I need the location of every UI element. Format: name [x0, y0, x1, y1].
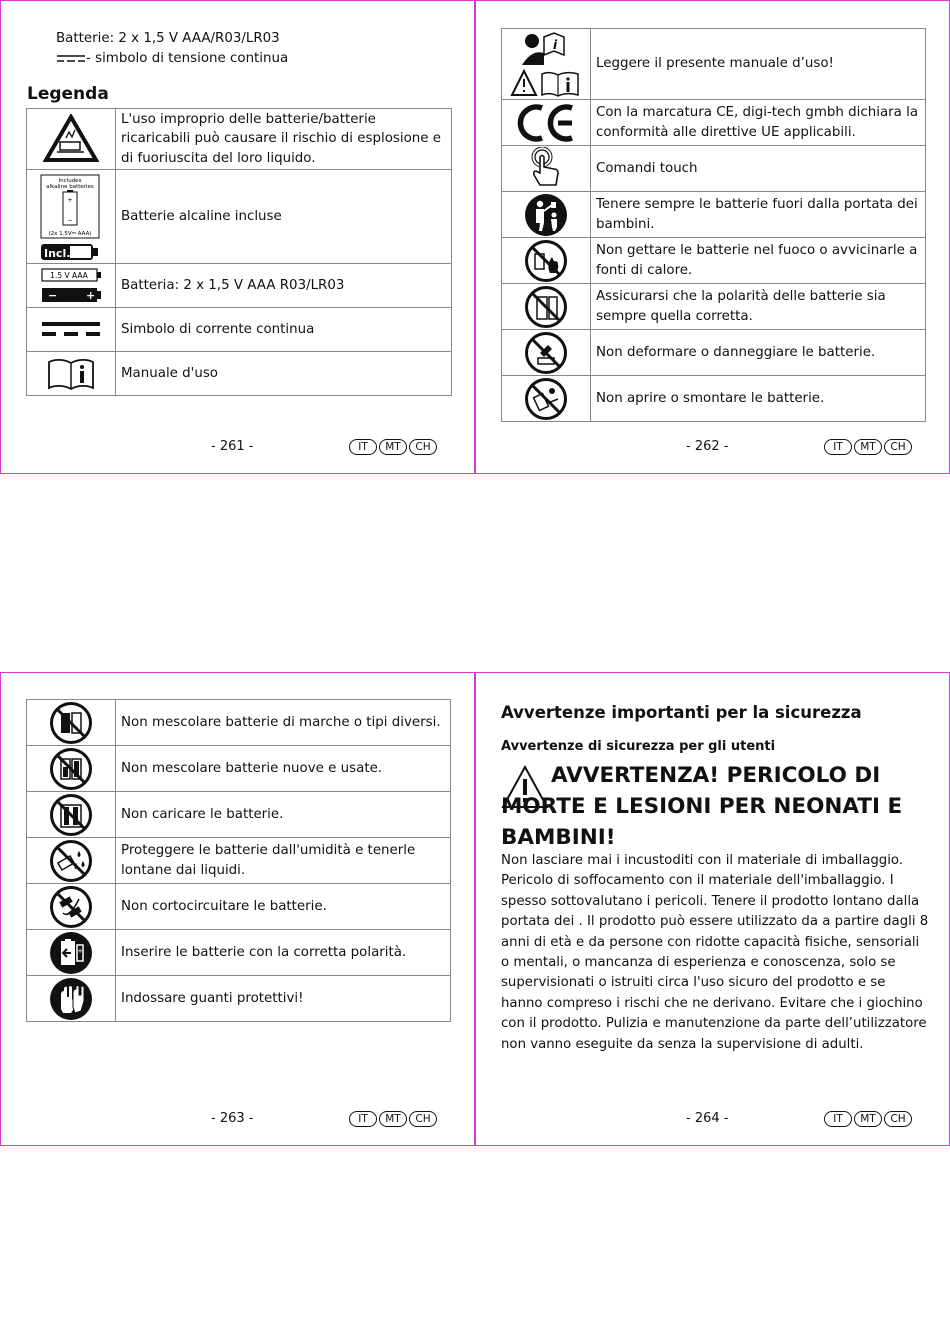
page-footer — [476, 1111, 950, 1131]
svg-text:(2x 1.5V⎓ AAA): (2x 1.5V⎓ AAA) — [48, 230, 92, 237]
no-fire-icon — [524, 239, 568, 283]
safety-subheading: Avvertenze di sicurezza per gli utenti — [501, 739, 776, 754]
symbol-text: Proteggere le batterie dall'umidità e tenerle lontane dai liquidi. — [116, 838, 451, 884]
svg-text:Includes: Includes — [58, 177, 82, 184]
table-row — [27, 700, 451, 746]
table-row — [27, 170, 452, 264]
table-row — [27, 930, 451, 976]
legend-text: Manuale d'uso — [116, 352, 452, 396]
language-badge: MT — [379, 1111, 407, 1127]
table-row — [27, 352, 452, 396]
language-badge: IT — [349, 1111, 377, 1127]
language-badge: CH — [409, 439, 437, 455]
manual-page-264 — [475, 672, 950, 1146]
table-row — [27, 884, 451, 930]
manual-page-262 — [475, 0, 950, 474]
language-badge: CH — [884, 439, 912, 455]
table-row — [502, 330, 926, 376]
table-row — [27, 976, 451, 1022]
page-number: - 261 - — [211, 439, 254, 454]
keep-away-children-icon — [524, 193, 568, 237]
symbol-text: Non mescolare batterie nuove e usate. — [116, 746, 451, 792]
svg-text:1.5 V AAA: 1.5 V AAA — [50, 270, 88, 280]
no-moisture-icon — [49, 839, 93, 883]
symbol-text: Non caricare le batterie. — [116, 792, 451, 838]
symbols-table — [26, 699, 451, 1022]
legend-text: Simbolo di corrente continua — [116, 308, 452, 352]
table-row — [502, 29, 926, 100]
language-badge: MT — [379, 439, 407, 455]
svg-text:+: + — [67, 196, 73, 204]
touch-hand-icon — [526, 147, 566, 191]
symbol-text: Non aprire o smontare le batterie. — [591, 376, 926, 422]
symbol-text: Inserire le batterie con la corretta polarità. — [116, 930, 451, 976]
battery-explosion-warning-icon — [43, 114, 99, 164]
language-badge: IT — [349, 439, 377, 455]
table-row — [502, 146, 926, 192]
table-row — [27, 308, 452, 352]
language-badge: MT — [854, 1111, 882, 1127]
page-number: - 263 - — [211, 1111, 254, 1126]
table-row — [502, 376, 926, 422]
battery-aaa-icon — [40, 266, 102, 306]
no-mix-old-new-icon — [49, 747, 93, 791]
svg-text:+: + — [86, 288, 96, 302]
legend-text: Batterie alcaline incluse — [116, 170, 452, 264]
manual-page-263 — [0, 672, 475, 1146]
safety-heading: Avvertenze importanti per la sicurezza — [501, 703, 862, 722]
table-row — [502, 192, 926, 238]
polarity-check-icon — [524, 285, 568, 329]
page-footer — [1, 439, 475, 459]
dc-symbol-line — [56, 51, 288, 66]
warning-body: Non lasciare mai i incustoditi con il materiale di imballaggio. Pericolo di soffocamento con il materiale dell'imballaggio. I spesso sottovalutano i pericoli. Tenere il prodotto lontano dalla portata dei . Il prodotto può essere utilizzato da a partire dagli 8 anni di età e da persone con ridotte capacità fisiche, sensoriali o mentali, o mancanza di esperienza e conoscenza, solo se supervisionati o istruiti circa l'uso sicuro del prodotto e se hanno compreso i rischi che ne derivano. Evitare che i giochino con il prodotto. Pulizia e manutenzione da parte dell’utilizzatore non vanno eseguite da senza la supervisione di adulti. — [501, 853, 929, 1052]
page-footer — [476, 439, 950, 459]
table-row — [502, 284, 926, 330]
battery-spec-line: Batterie: 2 x 1,5 V AAA/R03/LR03 — [56, 31, 280, 46]
language-badge: IT — [824, 1111, 852, 1127]
no-charge-icon — [49, 793, 93, 837]
symbol-text: Con la marcatura CE, digi-tech gmbh dichiara la conformità alle direttive UE applicabili. — [591, 100, 926, 146]
insert-polarity-icon — [49, 931, 93, 975]
symbol-text: Non gettare le batterie nel fuoco o avvicinarle a fonti di calore. — [591, 238, 926, 284]
symbol-text: Indossare guanti protettivi! — [116, 976, 451, 1022]
symbol-text: Comandi touch — [591, 146, 926, 192]
page-footer — [1, 1111, 475, 1131]
legend-heading: Legenda — [27, 84, 109, 104]
warning-title: AVVERTENZA! PERICOLO DI MORTE E LESIONI PER NEONATI E BAMBINI! — [501, 763, 903, 850]
svg-text:i: i — [552, 38, 558, 52]
table-row — [27, 264, 452, 308]
table-row — [27, 838, 451, 884]
svg-text:−: − — [67, 216, 73, 224]
manual-icon — [47, 357, 95, 391]
symbol-text: Assicurarsi che la polarità delle batterie sia sempre quella corretta. — [591, 284, 926, 330]
language-badge: IT — [824, 439, 852, 455]
alkaline-batteries-included-icon — [38, 172, 104, 262]
symbols-table — [501, 28, 926, 422]
symbol-text: Non cortocircuitare le batterie. — [116, 884, 451, 930]
symbol-text: Non mescolare batterie di marche o tipi diversi. — [116, 700, 451, 746]
language-badge: CH — [409, 1111, 437, 1127]
svg-text:−: − — [48, 288, 58, 302]
table-row — [27, 746, 451, 792]
no-open-icon — [524, 377, 568, 421]
manual-page-261 — [0, 0, 475, 474]
svg-text:alkaline batteries: alkaline batteries — [46, 183, 94, 190]
language-badges — [349, 439, 437, 455]
language-badges — [824, 439, 912, 455]
no-deform-icon — [524, 331, 568, 375]
language-badges — [349, 1111, 437, 1127]
table-row — [502, 238, 926, 284]
read-manual-icon — [510, 29, 582, 99]
ce-mark-icon — [514, 102, 578, 144]
svg-text:+: + — [77, 946, 83, 955]
dc-symbol-icon — [56, 53, 86, 63]
page-number: - 262 - — [686, 439, 729, 454]
table-row — [27, 792, 451, 838]
legend-text: L'uso improprio delle batterie/batterie ricaricabili può causare il rischio di esplosione e di fuoriuscita del loro liquido. — [116, 109, 452, 170]
svg-text:Incl.: Incl. — [44, 246, 71, 260]
table-row — [27, 109, 452, 170]
symbol-text: Non deformare o danneggiare le batterie. — [591, 330, 926, 376]
no-short-circuit-icon — [49, 885, 93, 929]
symbol-text: Leggere il presente manuale d’uso! — [591, 29, 926, 100]
dc-symbol-label: - simbolo di tensione continua — [86, 51, 289, 66]
table-row — [502, 100, 926, 146]
language-badge: CH — [884, 1111, 912, 1127]
legend-table — [26, 108, 452, 396]
legend-text: Batteria: 2 x 1,5 V AAA R03/LR03 — [116, 264, 452, 308]
direct-current-icon — [40, 319, 102, 339]
page-number: - 264 - — [686, 1111, 729, 1126]
language-badges — [824, 1111, 912, 1127]
no-mix-brands-icon — [49, 701, 93, 745]
wear-gloves-icon — [49, 977, 93, 1021]
symbol-text: Tenere sempre le batterie fuori dalla portata dei bambini. — [591, 192, 926, 238]
language-badge: MT — [854, 439, 882, 455]
